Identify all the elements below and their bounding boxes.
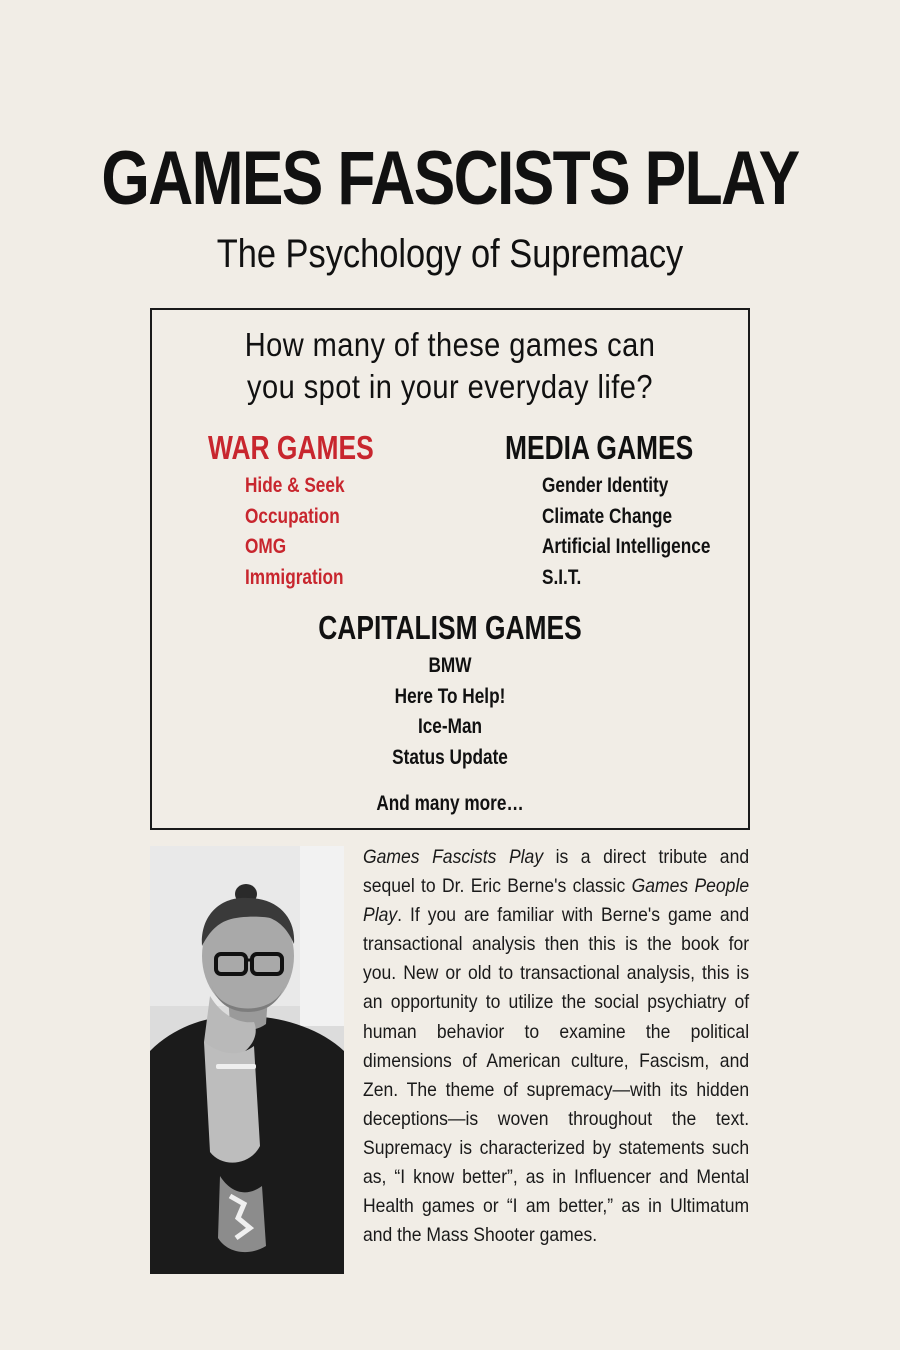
list-item: Climate Change xyxy=(542,504,673,528)
games-box xyxy=(150,308,750,830)
media-games-heading: MEDIA GAMES xyxy=(505,429,694,466)
question-line-2: you spot in your everyday life? xyxy=(247,368,653,405)
list-item: Immigration xyxy=(245,565,344,589)
description-paragraph xyxy=(363,843,749,1250)
list-item: Here To Help! xyxy=(394,684,506,708)
list-item: S.I.T. xyxy=(542,565,582,589)
question-line-1: How many of these games can xyxy=(244,326,656,363)
capitalism-games-heading: CAPITALISM GAMES xyxy=(318,609,582,646)
list-item: Hide & Seek xyxy=(245,474,345,497)
box-question xyxy=(188,324,712,408)
and-many-more: And many more… xyxy=(376,792,524,815)
capitalism-games-list xyxy=(152,651,748,773)
list-item: Artificial Intelligence xyxy=(542,535,711,558)
description-part-1: is a direct tribute and sequel to Dr. Eric Berne's classic xyxy=(363,846,750,898)
media-games-list xyxy=(542,471,747,593)
list-item: Occupation xyxy=(245,504,340,528)
book-subtitle: The Psychology of Supremacy xyxy=(216,232,684,276)
war-games-list xyxy=(245,471,366,593)
list-item: Status Update xyxy=(392,745,508,769)
author-photo xyxy=(150,846,344,1274)
list-item: Ice-Man xyxy=(417,715,483,738)
list-item: BMW xyxy=(428,654,472,677)
book-title: GAMES FASCISTS PLAY xyxy=(101,136,799,221)
book-description xyxy=(363,843,749,1250)
classic-title-italic: Games People Play xyxy=(363,875,750,927)
war-games-heading: WAR GAMES xyxy=(208,429,374,466)
book-title-italic: Games Fascists Play xyxy=(363,846,544,868)
list-item: OMG xyxy=(245,535,287,558)
author-portrait-icon xyxy=(150,846,344,1274)
description-part-2: . If you are familiar with Berne's game and transactional analysis then this is the book for you. New or old to transactional analysis, this is an opportunity to utilize the social psychiatry of human behavior to examine the political dimensions of American culture, Fascism, and Zen. The theme of supremacy—with its hidden deceptions—is woven throughout the text. Supremacy is characterized by statements such as, “I know better”, as in Influencer and Mental Health games or “I am better,” as in Ultimatum and the Mass Shooter games. xyxy=(363,904,750,1247)
list-item: Gender Identity xyxy=(542,474,669,497)
